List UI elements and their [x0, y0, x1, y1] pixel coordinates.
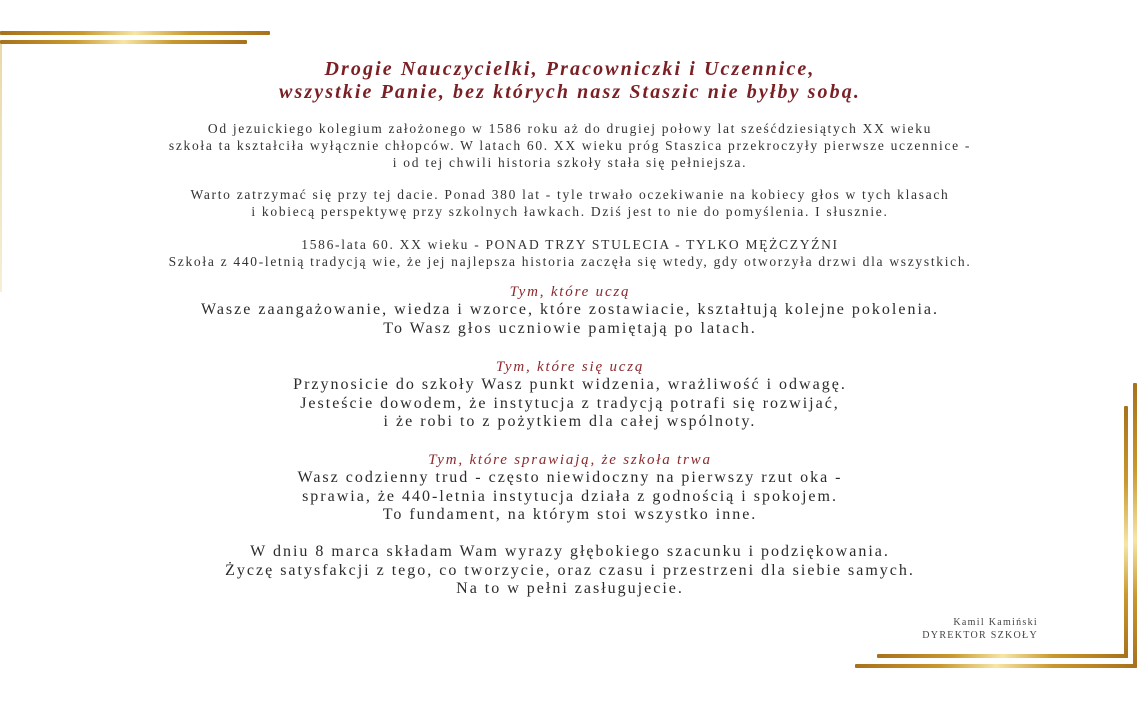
text-line: i że robi to z pożytkiem dla całej wspólnoty.: [383, 413, 757, 431]
text-line: sprawia, że 440-letnia instytucja działa z godnością i spokojem.: [302, 487, 838, 505]
section-title: Tym, które się uczą: [495, 359, 645, 375]
text-line: Na to w pełni zasługujecie.: [456, 580, 684, 598]
text-line: szkoła ta kształciła wyłącznie chłopców. W latach 60. XX wieku próg Staszica przekroczyły pierwsze uczennice -: [168, 138, 972, 153]
heading-line: wszystkie Panie, bez których nasz Staszic nie byłby sobą.: [279, 81, 861, 103]
text-line: i kobiecą perspektywę przy szkolnych ławkach. Dziś jest to nie do pomyślenia. I słusznie.: [251, 204, 889, 219]
gold-frame-line-top-inner: [0, 40, 247, 44]
closing-paragraph: [0, 543, 1140, 599]
section-title: Tym, które sprawiają, że szkoła trwa: [428, 452, 712, 468]
text-line: Warto zatrzymać się przy tej dacie. Ponad 380 lat - tyle trwało oczekiwanie na kobiecy głos w tych klasach: [190, 187, 950, 202]
text-line: 1586-lata 60. XX wieku - PONAD TRZY STULECIA - TYLKO MĘŻCZYŹNI: [301, 237, 839, 252]
text-line: Wasz codzienny trud - często niewidoczny na pierwszy rzut oka -: [297, 469, 843, 486]
text-line: Wasze zaangażowanie, wiedza i wzorce, które zostawiacie, kształtują kolejne pokolenia.: [201, 301, 939, 318]
text-line: Jesteście dowodem, że instytucja z tradycją potrafi się rozwijać,: [300, 394, 840, 412]
intro-paragraph: [0, 120, 1140, 171]
section-title: Tym, które uczą: [509, 284, 631, 300]
section-teachers: [0, 283, 1140, 338]
text-line: To fundament, na którym stoi wszystko inne.: [382, 506, 758, 524]
intro-paragraph: [0, 186, 1140, 220]
heading-line: Drogie Nauczycielki, Pracowniczki i Uczennice,: [324, 58, 816, 80]
text-line: To Wasz głos uczniowie pamiętają po latach.: [383, 319, 757, 337]
gold-frame-line-right-inner: [1124, 406, 1128, 658]
text-line: W dniu 8 marca składam Wam wyrazy głębokiego szacunku i podziękowania.: [250, 543, 890, 560]
signature-role: DYREKTOR SZKOŁY: [922, 629, 1038, 641]
gold-frame-line-bottom-outer: [855, 664, 1137, 668]
text-line: Od jezuickiego kolegium założonego w 1586 roku aż do drugiej połowy lat sześćdziesiątych XX wieku: [207, 121, 933, 136]
text-line: Życzę satysfakcji z tego, co tworzycie, oraz czasu i przestrzeni dla siebie samych.: [225, 561, 915, 579]
gold-frame-line-bottom-inner: [877, 654, 1128, 658]
section-staff: [0, 451, 1140, 525]
section-students: [0, 358, 1140, 432]
text-line: Przynosicie do szkoły Wasz punkt widzenia, wrażliwość i odwagę.: [293, 376, 847, 393]
signature: [922, 617, 1038, 642]
gold-frame-line-top-outer: [0, 31, 270, 35]
letter-heading: [0, 58, 1140, 104]
signature-name: Kamil Kamiński: [953, 617, 1038, 628]
text-line: Szkoła z 440-letnią tradycją wie, że jej najlepsza historia zaczęła się wtedy, gdy otworzyła drzwi dla wszystkich.: [168, 254, 972, 269]
intro-paragraph: [0, 236, 1140, 270]
text-line: i od tej chwili historia szkoły stała się pełniejsza.: [392, 155, 748, 170]
